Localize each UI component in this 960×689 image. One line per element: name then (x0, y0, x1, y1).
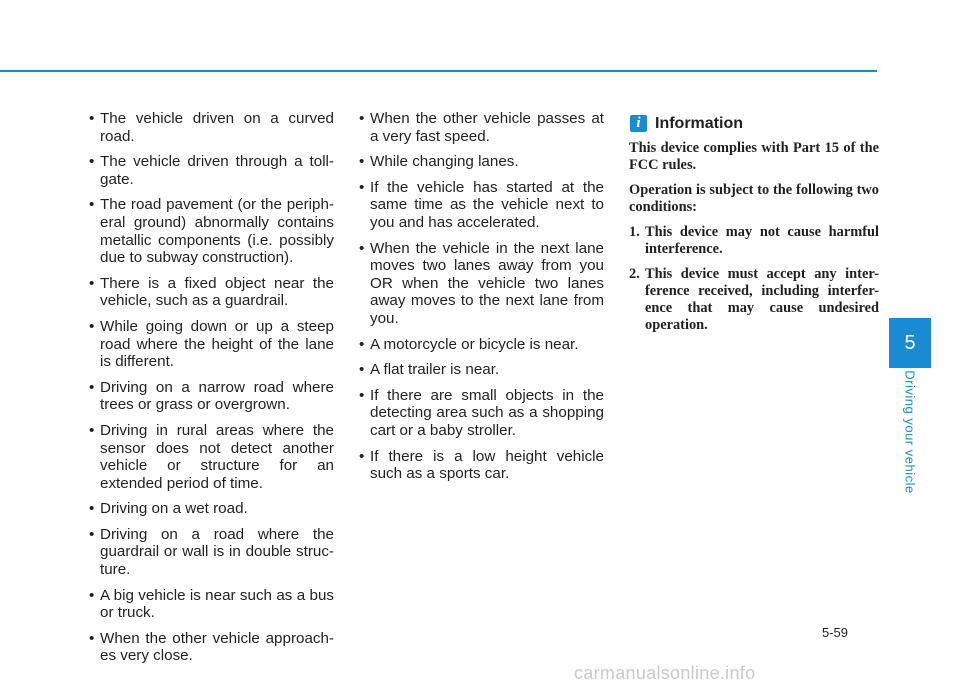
list-item: • The road pavement (or the periph-eral ground) abnormally contains metallic components (i.e. possibly due to subway construction). (89, 196, 334, 266)
condition-number: 1. (629, 224, 640, 240)
condition-item (629, 266, 879, 334)
condition-text: This device must accept any inter-ference received, including interfer-ence that may cause undesired operation. (645, 266, 879, 333)
list-item: • If there is a low height vehicle such as a sports car. (359, 448, 604, 483)
condition-number: 2. (629, 266, 640, 282)
list-item: • When the vehicle in the next lane moves two lanes away from you OR when the vehicle two lanes away moves to the next lane from you. (359, 240, 604, 328)
condition-text: This device may not cause harmful interference. (645, 224, 879, 257)
condition-list-left (89, 110, 334, 665)
list-item: • While going down or up a steep road where the height of the lane is different. (89, 318, 334, 371)
middle-column (359, 110, 604, 491)
list-item: • A motorcycle or bicycle is near. (359, 336, 604, 354)
information-box (629, 115, 879, 342)
info-paragraph: This device complies with Part 15 of the FCC rules. (629, 140, 879, 173)
list-item: • Driving in rural areas where the sensor does not detect another vehicle or structure for an extended period of time. (89, 422, 334, 492)
list-item: • Driving on a narrow road where trees or grass or overgrown. (89, 379, 334, 414)
list-item: • A big vehicle is near such as a bus or truck. (89, 587, 334, 622)
list-item: • A flat trailer is near. (359, 361, 604, 379)
info-paragraph: Operation is subject to the following two conditions: (629, 182, 879, 215)
list-item: • While changing lanes. (359, 153, 604, 171)
list-item: • Driving on a wet road. (89, 500, 334, 518)
left-column (89, 110, 334, 673)
list-item: • When the other vehicle passes at a very fast speed. (359, 110, 604, 145)
list-item: • When the other vehicle approach-es very close. (89, 630, 334, 665)
list-item: • The vehicle driven through a toll-gate. (89, 153, 334, 188)
info-icon: i (630, 115, 647, 132)
header-rule (0, 70, 877, 72)
chapter-tab: 5 (889, 318, 931, 368)
information-header (629, 115, 879, 132)
page-number: 5-59 (822, 625, 849, 640)
condition-list-middle (359, 110, 604, 483)
list-item: • If the vehicle has started at the same time as the vehicle next to you and has accelerated. (359, 179, 604, 232)
chapter-label: Driving your vehicle (902, 370, 918, 494)
list-item: • The vehicle driven on a curved road. (89, 110, 334, 145)
list-item: • Driving on a road where the guardrail or wall is in double struc-ture. (89, 526, 334, 579)
list-item: • If there are small objects in the detecting area such as a shopping cart or a baby stroller. (359, 387, 604, 440)
watermark: carmanualsonline.info (574, 663, 756, 683)
conditions-list (629, 224, 879, 334)
list-item: • There is a fixed object near the vehicle, such as a guardrail. (89, 275, 334, 310)
information-title: Information (655, 115, 743, 132)
condition-item (629, 224, 879, 258)
